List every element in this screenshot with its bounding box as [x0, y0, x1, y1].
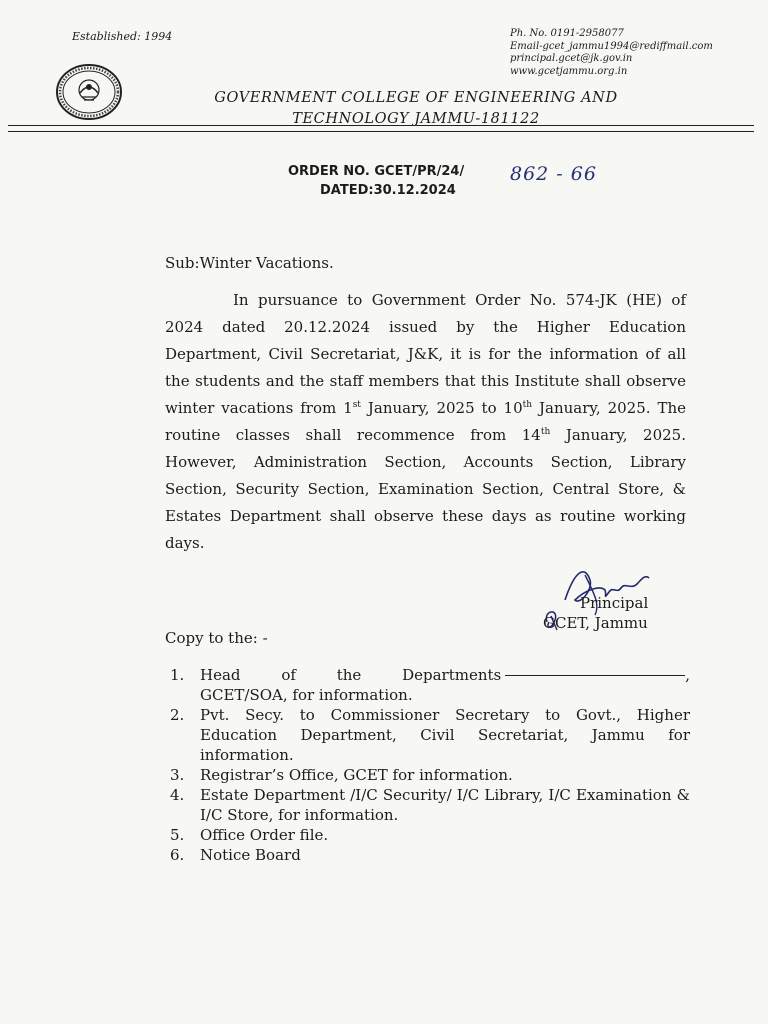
list-item: 6. Notice Board: [170, 846, 301, 864]
college-name: [196, 88, 636, 130]
header-rule-top: [8, 125, 754, 126]
order-number: ORDER NO. GCET/PR/24/: [288, 164, 465, 179]
contact-phone: Ph. No. 0191-2958077: [510, 28, 624, 39]
contact-website: www.gcetjammu.org.in: [510, 65, 628, 77]
copy-to-list: [170, 665, 690, 865]
header-rule-bottom: [8, 131, 754, 132]
body-text-2: January, 2025 to 10: [360, 399, 523, 417]
list-item: 4. Estate Department /I/C Security/ I/C Library, I/C Examination & I/C Store, for information.: [170, 786, 690, 824]
body-sup-3: th: [540, 427, 551, 437]
body-text-4: January, 2025. However, Administration Section, Accounts Section, Library Section, Security Section, Examination Section, Central Store, & Estates Department shall observe these days as routine working days.: [165, 426, 686, 552]
list-item: 2. Pvt. Secy. to Commissioner Secretary to Govt., Higher Education Department, Civil Secretariat, Jammu for information.: [170, 706, 690, 764]
body-sup-1: st: [352, 400, 361, 410]
subject-line: Sub:Winter Vacations.: [165, 254, 334, 272]
contact-block: [510, 28, 713, 78]
signatory-office: GCET, Jammu: [543, 614, 648, 632]
body-text-3: January, 2025. The routine classes shall recommence from 14: [165, 399, 686, 444]
body-paragraph: [165, 287, 686, 557]
contact-email: Email-gcet_jammu1994@rediffmail.com: [510, 40, 713, 52]
list-item: 1. Head of the Departments , GCET/SOA, for information.: [170, 666, 690, 704]
established-year: Established: 1994: [72, 30, 173, 43]
college-name-line1: GOVERNMENT COLLEGE OF ENGINEERING AND: [214, 90, 618, 106]
order-date: DATED:30.12.2024: [320, 183, 456, 198]
college-name-line2: TECHNOLOGY JAMMU-181122: [292, 111, 540, 127]
list-item: 5. Office Order file.: [170, 826, 329, 844]
college-seal-logo: [55, 63, 123, 121]
contact-email-principal: principal.gcet@jk.gov.in: [510, 53, 633, 64]
body-sup-2: th: [522, 400, 533, 410]
signatory-title: Principal: [580, 594, 649, 612]
list-item: 3. Registrar’s Office, GCET for information.: [170, 766, 513, 784]
blank-line: [505, 675, 685, 676]
body-text-1: In pursuance to Government Order No. 574-JK (HE) of 2024 dated 20.12.2024 issued by the Higher Education Department, Civil Secretariat, J&K, it is for the information of all the students and the staff members that this Institute shall observe winter vacations from 1: [165, 291, 686, 417]
copy-to-heading: Copy to the: -: [165, 629, 268, 647]
order-number-handwritten: 862 - 66: [510, 163, 597, 185]
